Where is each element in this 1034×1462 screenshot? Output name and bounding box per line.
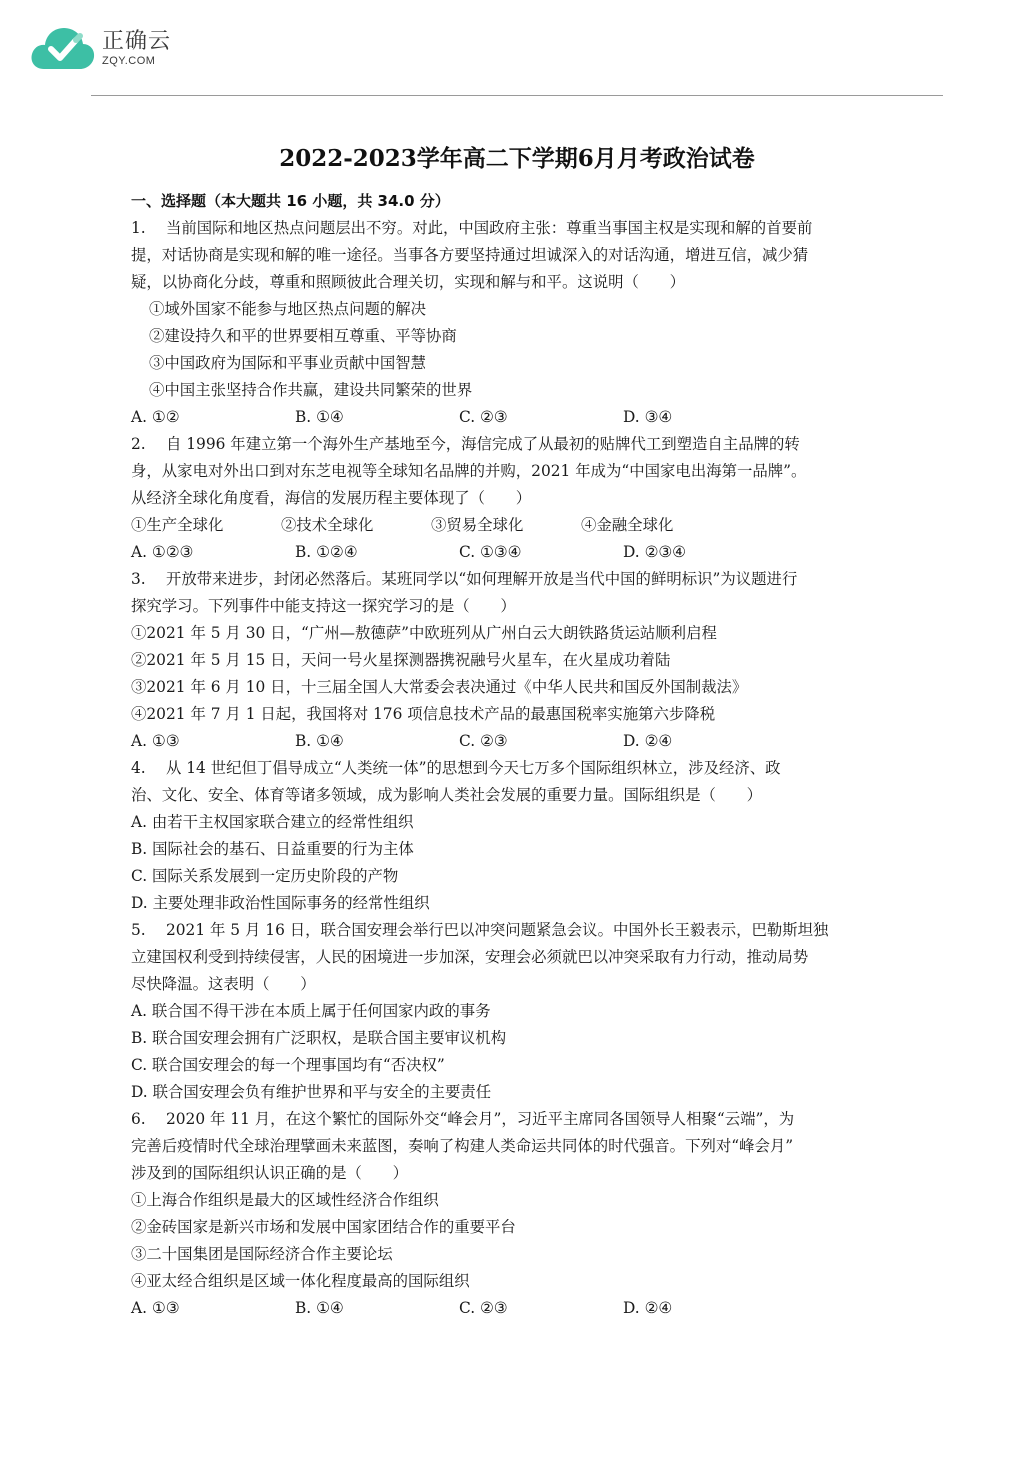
option-d[interactable]: D. 主要处理非政治性国际事务的经常性组织 (131, 894, 430, 912)
question-1 (131, 215, 939, 431)
question-stem-line: 1. 当前国际和地区热点问题层出不穷。对此，中国政府主张：尊重当事国主权是实现和解的首要前 (131, 219, 813, 237)
statement-item: ④中国主张坚持合作共赢，建设共同繁荣的世界 (149, 381, 473, 399)
statement-item: ②建设持久和平的世界要相互尊重、平等协商 (149, 327, 457, 345)
question-stem-line: 5. 2021 年 5 月 16 日，联合国安理会举行巴以冲突问题紧急会议。中国外长王毅表示，巴勒斯坦独 (131, 921, 829, 939)
brand-domain: ZQY.COM (102, 55, 156, 67)
question-stem-line: 提，对话协商是实现和解的唯一途径。当事各方要坚持通过坦诚深入的对话沟通，增进互信，减少猜 (131, 246, 809, 264)
question-stem-line: 涉及到的国际组织认识正确的是（ ） (131, 1164, 409, 1182)
option-d[interactable]: D. ②③④ (623, 543, 686, 561)
option-c[interactable]: C. ①③④ (459, 543, 522, 561)
option-b[interactable]: B. ①④ (295, 408, 344, 426)
question-4 (131, 755, 939, 917)
option-d[interactable]: D. 联合国安理会负有维护世界和平与安全的主要责任 (131, 1083, 492, 1101)
option-a[interactable]: A. ①②③ (131, 543, 194, 561)
option-a[interactable]: A. ①② (131, 408, 180, 426)
question-stem-line: 身，从家电对外出口到对东芝电视等全球知名品牌的并购，2021 年成为“中国家电出海第一品牌”。 (131, 462, 807, 480)
question-2 (131, 431, 939, 566)
statement-item: ④2021 年 7 月 1 日起，我国将对 176 项信息技术产品的最惠国税率实施第六步降税 (131, 705, 716, 723)
question-5 (131, 917, 939, 1106)
statement-item: ②2021 年 5 月 15 日，天问一号火星探测器携祝融号火星车，在火星成功着陆 (131, 651, 671, 669)
statement-item: ①域外国家不能参与地区热点问题的解决 (149, 300, 427, 318)
question-stem-line: 完善后疫情时代全球治理擘画未来蓝图，奏响了构建人类命运共同体的时代强音。下列对“峰会月” (131, 1137, 794, 1155)
answer-options (131, 1295, 939, 1322)
question-stem-line: 3. 开放带来进步，封闭必然落后。某班同学以“如何理解开放是当代中国的鲜明标识”为议题进行 (131, 570, 798, 588)
answer-options (131, 728, 939, 755)
option-b[interactable]: B. ①④ (295, 732, 344, 750)
question-stem-line: 4. 从 14 世纪但丁倡导成立“人类统一体”的思想到今天七万多个国际组织林立，涉及经济、政 (131, 759, 781, 777)
option-b[interactable]: B. 联合国安理会拥有广泛职权，是联合国主要审议机构 (131, 1029, 507, 1047)
question-stem-line: 从经济全球化角度看，海信的发展历程主要体现了（ ） (131, 489, 532, 507)
statement-choices (131, 512, 939, 539)
answer-options (131, 404, 939, 431)
option-a[interactable]: A. 联合国不得干涉在本质上属于任何国家内政的事务 (131, 1002, 491, 1020)
option-c[interactable]: C. 国际关系发展到一定历史阶段的产物 (131, 867, 399, 885)
section-heading: 一、选择题（本大题共 16 小题，共 34.0 分） (131, 192, 450, 210)
question-6 (131, 1106, 939, 1322)
site-header (30, 22, 171, 76)
question-stem-line: 治、文化、安全、体育等诸多领域，成为影响人类社会发展的重要力量。国际组织是（ ） (131, 786, 763, 804)
option-c[interactable]: C. ②③ (459, 408, 508, 426)
statement-item: ③贸易全球化 (431, 516, 524, 534)
exam-content (131, 188, 939, 1322)
option-b[interactable]: B. ①④ (295, 1299, 344, 1317)
option-c[interactable]: C. ②③ (459, 1299, 508, 1317)
statement-item: ①生产全球化 (131, 516, 224, 534)
statement-item: ③2021 年 6 月 10 日，十三届全国人大常委会表决通过《中华人民共和国反外国制裁法》 (131, 678, 748, 696)
question-stem-line: 2. 自 1996 年建立第一个海外生产基地至今，海信完成了从最初的贴牌代工到塑造自主品牌的转 (131, 435, 800, 453)
page-title: 2022-2023学年高二下学期6月月考政治试卷 (279, 145, 755, 172)
option-a[interactable]: A. 由若干主权国家联合建立的经常性组织 (131, 813, 414, 831)
option-d[interactable]: D. ②④ (623, 1299, 673, 1317)
question-stem-line: 6. 2020 年 11 月，在这个繁忙的国际外交“峰会月”，习近平主席同各国领导人相聚“云端”，为 (131, 1110, 795, 1128)
question-stem-line: 尽快降温。这表明（ ） (131, 975, 316, 993)
question-stem-line: 立建国权利受到持续侵害，人民的困境进一步加深，安理会必须就巴以冲突采取有力行动，推动局势 (131, 948, 809, 966)
option-d[interactable]: D. ③④ (623, 408, 673, 426)
brand-name: 正确云 (102, 29, 172, 54)
option-c[interactable]: C. 联合国安理会的每一个理事国均有“否决权” (131, 1056, 445, 1074)
option-a[interactable]: A. ①③ (131, 1299, 180, 1317)
statement-item: ①2021 年 5 月 30 日，“广州—敖德萨”中欧班列从广州白云大朗铁路货运站顺利启程 (131, 624, 717, 642)
statement-item: ④亚太经合组织是区域一体化程度最高的国际组织 (131, 1272, 470, 1290)
statement-item: ③二十国集团是国际经济合作主要论坛 (131, 1245, 393, 1263)
cloud-check-logo-icon (30, 23, 96, 75)
question-stem-line: 疑，以协商化分歧，尊重和照顾彼此合理关切，实现和解与和平。这说明（ ） (131, 273, 686, 291)
statement-item: ②技术全球化 (281, 516, 374, 534)
option-a[interactable]: A. ①③ (131, 732, 180, 750)
option-b[interactable]: B. ①②④ (295, 543, 358, 561)
option-d[interactable]: D. ②④ (623, 732, 673, 750)
question-stem-line: 探究学习。下列事件中能支持这一探究学习的是（ ） (131, 597, 516, 615)
answer-options (131, 539, 939, 566)
option-c[interactable]: C. ②③ (459, 732, 508, 750)
statement-item: ④金融全球化 (581, 516, 674, 534)
option-b[interactable]: B. 国际社会的基石、日益重要的行为主体 (131, 840, 414, 858)
question-3 (131, 566, 939, 755)
statement-item: ③中国政府为国际和平事业贡献中国智慧 (149, 354, 427, 372)
statement-item: ②金砖国家是新兴市场和发展中国家团结合作的重要平台 (131, 1218, 516, 1236)
header-divider (91, 95, 943, 96)
statement-item: ①上海合作组织是最大的区域性经济合作组织 (131, 1191, 439, 1209)
